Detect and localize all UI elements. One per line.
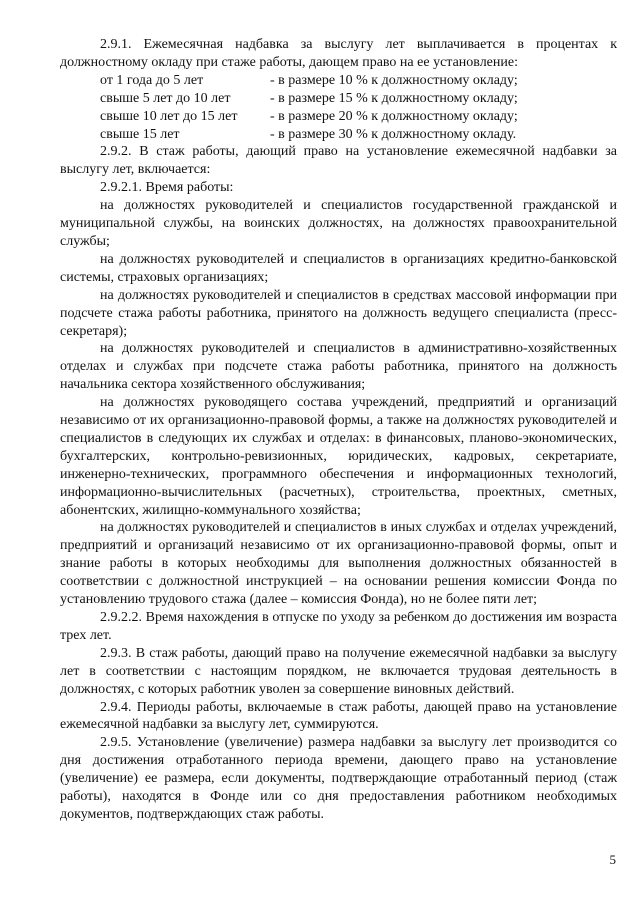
rate-range: от 1 года до 5 лет: [100, 72, 204, 88]
document-page: [60, 36, 617, 824]
rate-row: [60, 72, 617, 90]
rate-range: свыше 5 лет до 10 лет: [100, 90, 231, 106]
page-number: 5: [609, 852, 616, 867]
list-item: на должностях руководящего состава учреждений, предприятий и организаций независимо от их организационно-правовой формы, а также на должностях руководителей и специалистов в следующих их службах и отделах: в финансовых, планово-экономических, бухгалтерских, контрольно-ревизионных, юридических, кадровых, секретариате, инженерно-технических, программного обеспечения и информационных технологий, информационно-вычислительных (расчетных), строительства, проектных, сметных, абонентских, жилищно-коммунального хозяйства;: [60, 395, 617, 518]
rate-range: свыше 15 лет: [100, 126, 180, 142]
rate-value: - в размере 30 % к должностному окладу.: [270, 126, 517, 142]
clause-2-9-2: 2.9.2. В стаж работы, дающий право на установление ежемесячной надбавки за выслугу лет, включается:: [60, 144, 617, 178]
clause-2-9-5: 2.9.5. Установление (увеличение) размера надбавки за выслугу лет производится со дня достижения отработанного периода времени, дающего право на установление (увеличение) ее размера, если документы, подтверждающие отработанный период (стаж работы), находятся в Фонде или со дня предоставления работником необходимых документов, подтверждающих стаж работы.: [60, 735, 617, 822]
list-item: на должностях руководителей и специалистов в иных службах и отделах учреждений, предприятий и организаций независимо от их организационно-правовой формы, опыт и знание работы в которых необходимы для выполнения должностных обязанностей в соответствии с должностной инструкцией – на основании решения комиссии Фонда по установлению трудового стажа (далее – комиссия Фонда), но не более пяти лет;: [60, 520, 617, 608]
list-item: на должностях руководителей и специалистов в административно-хозяйственных отделах и службах при подсчете стажа работы работника, принятого на должность начальника сектора хозяйственного обслуживания;: [60, 341, 617, 393]
rate-row: [60, 126, 617, 144]
rate-range: свыше 10 лет до 15 лет: [100, 108, 238, 124]
clause-2-9-3: 2.9.3. В стаж работы, дающий право на получение ежемесячной надбавки за выслугу лет в соответствии с настоящим порядком, не включается трудовая деятельность в должностях, с которых работник уволен за совершение виновных действий.: [60, 645, 617, 697]
list-item: на должностях руководителей и специалистов государственной гражданской и муниципальной службы, на воинских должностях, на должностях правоохранительной службы;: [60, 198, 617, 249]
clause-2-9-2-1-heading: 2.9.2.1. Время работы:: [100, 180, 234, 196]
list-item: на должностях руководителей и специалистов в средствах массовой информации при подсчете стажа работы работника, принятого на должность ведущего специалиста (пресс-секретаря);: [60, 287, 617, 339]
list-item: на должностях руководителей и специалистов в организациях кредитно-банковской системы, страховых организациях;: [60, 251, 617, 285]
rate-row: [60, 90, 617, 108]
rate-value: - в размере 20 % к должностному окладу;: [270, 108, 518, 124]
clause-2-9-1: 2.9.1. Ежемесячная надбавка за выслугу лет выплачивается в процентах к должностному окладу при стаже работы, дающем право на ее установление:: [60, 37, 617, 70]
rate-value: - в размере 15 % к должностному окладу;: [270, 90, 518, 106]
rate-row: [60, 108, 617, 126]
clause-2-9-2-2: 2.9.2.2. Время нахождения в отпуске по уходу за ребенком до достижения им возраста трех лет.: [60, 610, 617, 643]
clause-2-9-4: 2.9.4. Периоды работы, включаемые в стаж работы, дающей право на установление ежемесячной надбавки за выслугу лет, суммируются.: [60, 699, 617, 733]
rate-value: - в размере 10 % к должностному окладу;: [270, 72, 518, 88]
